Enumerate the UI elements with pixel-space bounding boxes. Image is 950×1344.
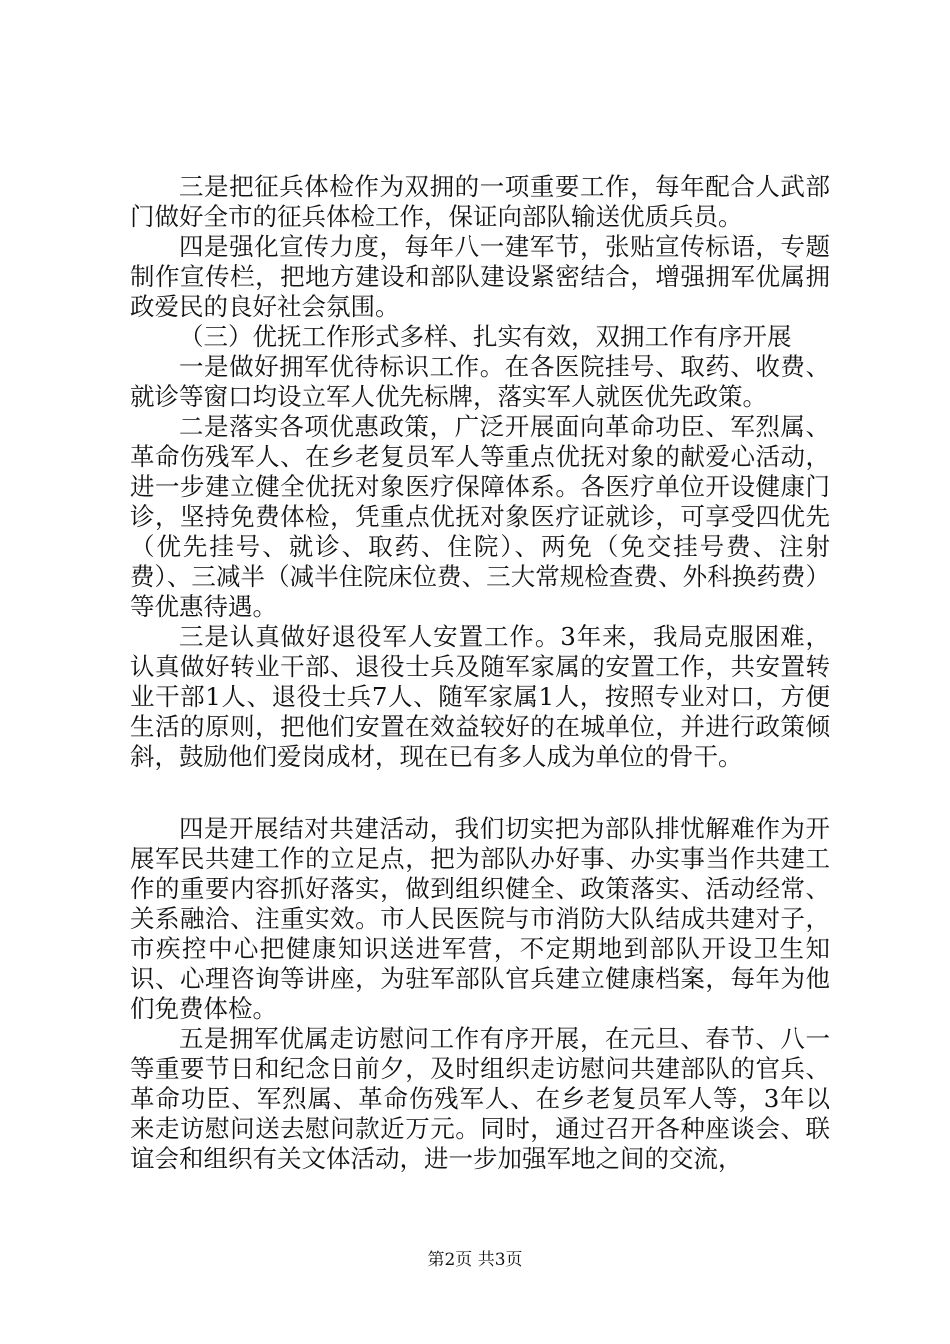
paragraph-publicity: 四是强化宣传力度，每年八一建军节，张贴宣传标语，专题制作宣传栏，把地方建设和部队建设紧密结合，增强拥军优属拥政爱民的良好社会氛围。 <box>130 232 830 321</box>
paragraph-preferential-policies: 二是落实各项优惠政策，广泛开展面向革命功臣、军烈属、革命伤残军人、在乡老复员军人等重点优抚对象的献爱心活动，进一步建立健全优抚对象医疗保障体系。各医疗单位开设健康门诊，坚持免费体检，凭重点优抚对象医疗证就诊，可享受四优先（优先挂号、就诊、取药、住院）、两免（免交挂号费、注射费）、三减半（减半住院床位费、三大常规检查费、外科换药费）等优惠待遇。 <box>130 412 830 621</box>
paragraph-veteran-placement: 三是认真做好退役军人安置工作。3年来，我局克服困难，认真做好转业干部、退役士兵及随军家属的安置工作，共安置转业干部1人、退役士兵7人、随军家属1人，按照专业对口，方便生活的原则，把他们安置在效益较好的在城单位，并进行政策倾斜，鼓励他们爱岗成材，现在已有多人成为单位的骨干。 <box>130 622 830 771</box>
section-heading-3: （三）优抚工作形式多样、扎实有效，双拥工作有序开展 <box>179 322 792 351</box>
page-number-footer: 第2页 共3页 <box>427 1250 523 1270</box>
paragraph-conscription-exam: 三是把征兵体检作为双拥的一项重要工作，每年配合人武部门做好全市的征兵体检工作，保证向部队输送优质兵员。 <box>130 172 830 231</box>
paragraph-visits: 五是拥军优属走访慰问工作有序开展，在元旦、春节、八一等重要节日和纪念日前夕，及时组织走访慰问共建部队的官兵、革命功臣、军烈属、革命伤残军人、在乡老复员军人等，3年以来走访慰问送去慰问款近万元。同时，通过召开各种座谈会、联谊会和组织有关文体活动，进一步加强军地之间的交流， <box>130 1024 830 1173</box>
document-body <box>130 172 830 1174</box>
paragraph-joint-construction: 四是开展结对共建活动，我们切实把为部队排忧解难作为开展军民共建工作的立足点，把为部队办好事、办实事当作共建工作的重要内容抓好落实，做到组织健全、政策落实、活动经常、关系融洽、注重实效。市人民医院与市消防大队结成共建对子，市疾控中心把健康知识送进军营，不定期地到部队开设卫生知识、心理咨询等讲座，为驻军部队官兵建立健康档案，每年为他们免费体检。 <box>130 814 830 1023</box>
paragraph-priority-signs: 一是做好拥军优待标识工作。在各医院挂号、取药、收费、就诊等窗口均设立军人优先标牌，落实军人就医优先政策。 <box>130 352 830 411</box>
